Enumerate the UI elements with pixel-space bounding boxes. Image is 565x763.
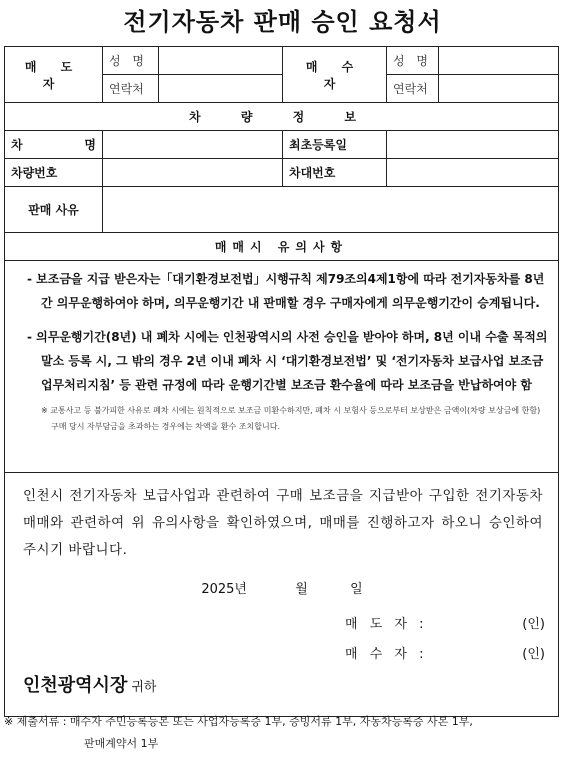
required-documents-line-2: 판매계약서 1부 (84, 737, 159, 750)
buyer-label: 매 수 자 (283, 47, 387, 103)
application-form (4, 46, 559, 717)
addressee-name: 인천광역시장 (23, 675, 128, 696)
required-documents-line-1: ※ 제출서류 : 매수자 주민등록등본 또는 사업자등록증 1부, 증빙서류 1부, 자동차등록증 사본 1부, (4, 715, 473, 728)
date-line (5, 578, 559, 597)
buyer-contact-label: 연락처 (387, 75, 439, 103)
addressee-suffix: 귀하 (131, 680, 157, 695)
request-paragraph: 인천시 전기자동차 보급사업과 관련하여 구매 보조금을 지급받아 구입한 전기자동차 매매와 관련하여 위 유의사항을 확인하였으며, 매매를 진행하고자 하오니 승인하여 주시기 바랍니다. (23, 488, 543, 558)
caution-item-2: - 의무운행기간(8년) 내 폐차 시에는 인천광역시의 사전 승인을 받아야 하며, 8년 이내 수출 목적의 말소 등록 시, 그 밖의 경우 2년 이내 폐차 시 ‘대기환경보전법’ 및 ‘전기자동차 보급사업 보조금 업무처리지침’ 등 관련 규정에 따라 운행기간별 보조금 환수율에 따라 보조금을 반납하여야 함 (27, 330, 548, 392)
caution-item-1: - 보조금을 지급 받은자는「대기환경보전법」시행규칙 제79조의4제1항에 따라 전기자동차를 8년간 의무운행하여야 하며, 의무운행기간 내 판매할 경우 구매자에게 의무운행기간이 승계됩니다. (27, 272, 545, 310)
plate-number-field[interactable] (103, 159, 283, 187)
buyer-name-label: 성 명 (387, 47, 439, 75)
vin-label: 차대번호 (283, 159, 387, 187)
seller-signature-label: 매 도 자 : (345, 617, 428, 632)
seller-label: 매 도 자 (5, 47, 103, 103)
caution-footnote: ※ 교통사고 등 불가피한 사유로 폐차 시에는 원칙적으로 보조금 미환수하지만, 폐차 시 보험사 등으로부터 보상받은 금액이(차량 보상금에 한함) 구매 당시 자부담금을 초과하는 경우에는 차액을 환수 조치합니다. (41, 406, 541, 431)
seller-name-label: 성 명 (103, 47, 159, 75)
buyer-signature-label: 매 수 자 : (345, 647, 428, 662)
sale-reason-label: 판매 사유 (5, 187, 103, 233)
seller-signature-row (345, 613, 545, 632)
buyer-signature-row (345, 643, 545, 662)
vehicle-model-label: 차 명 (5, 131, 103, 159)
date-month: 월 (295, 582, 308, 597)
seller-contact-label: 연락처 (103, 75, 159, 103)
vehicle-model-field[interactable] (103, 131, 283, 159)
seller-name-field[interactable] (159, 47, 283, 75)
buyer-name-field[interactable] (439, 47, 559, 75)
required-documents-note (4, 711, 558, 755)
first-registration-field[interactable] (387, 131, 559, 159)
cautions-header: 매매시 유의사항 (5, 233, 559, 261)
vehicle-info-header: 차 량 정 보 (5, 103, 559, 131)
first-registration-label: 최초등록일 (283, 131, 387, 159)
date-year: 2025년 (201, 582, 247, 597)
buyer-contact-field[interactable] (439, 75, 559, 103)
plate-number-label: 차량번호 (5, 159, 103, 187)
cautions-body (5, 261, 559, 473)
sale-reason-field[interactable] (103, 187, 559, 233)
document-title: 전기자동차 판매 승인 요청서 (123, 8, 442, 36)
request-body (5, 473, 559, 717)
addressee (23, 671, 156, 697)
vin-field[interactable] (387, 159, 559, 187)
seller-seal[interactable]: (인) (522, 617, 545, 632)
buyer-seal[interactable]: (인) (522, 647, 545, 662)
seller-contact-field[interactable] (159, 75, 283, 103)
date-day: 일 (350, 582, 363, 597)
